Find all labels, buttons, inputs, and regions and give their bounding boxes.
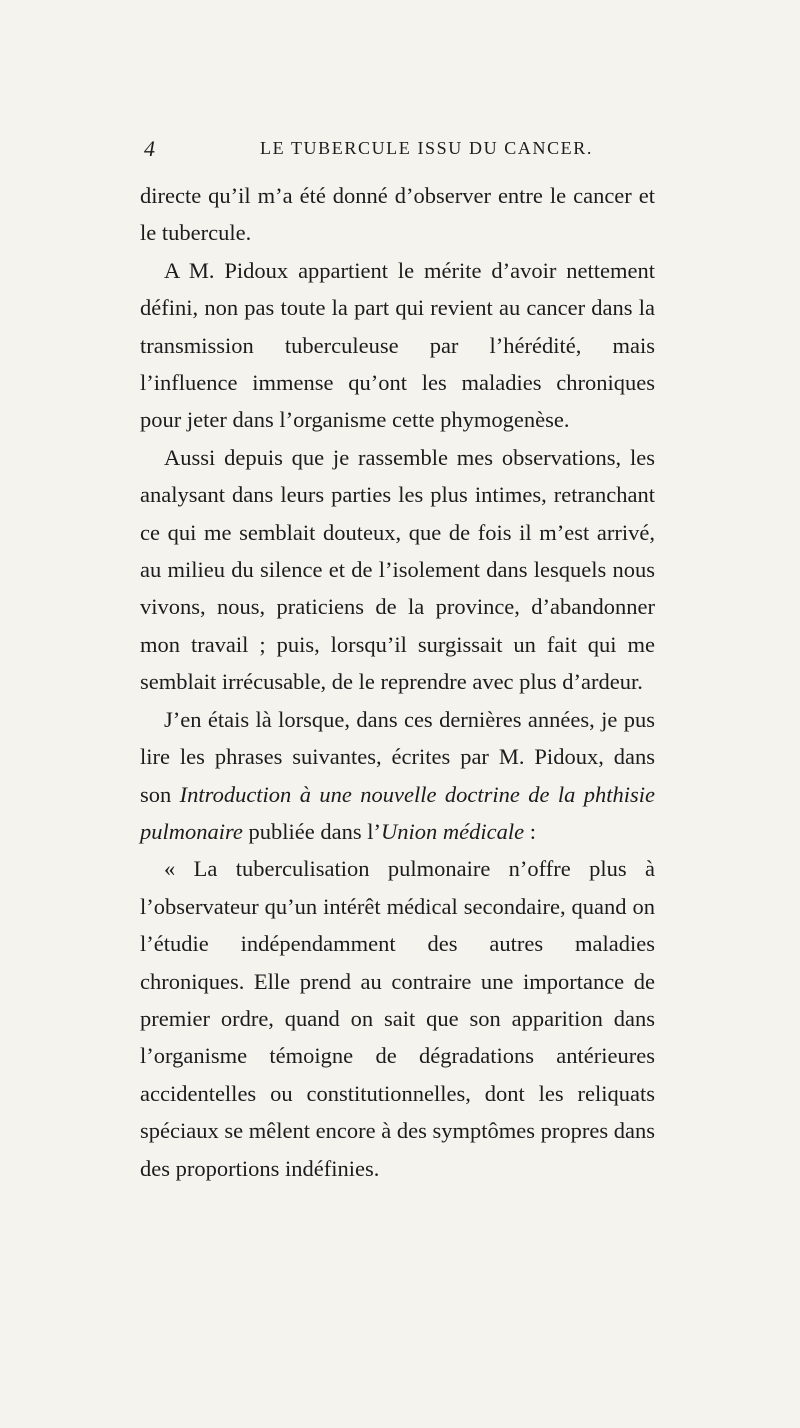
paragraph-continuation: directe qu’il m’a été donné d’observer entre le cancer et le tubercule. bbox=[140, 183, 655, 246]
page-header bbox=[140, 136, 660, 166]
paragraph-pidoux-merit: A M. Pidoux appartient le mérite d’avoir nettement défini, non pas toute la part qui revient au cancer dans la transmission tuberculeuse par l’hérédité, mais l’influence immense qu’ont les maladies chroniques pour jeter dans l’organisme cette phymogenèse. bbox=[140, 257, 655, 433]
paragraph-reading bbox=[140, 701, 655, 851]
paragraph-quotation: « La tuberculisation pulmonaire n’offre plus à l’observateur qu’un intérêt médical secondaire, quand on l’étudie indépendamment des autres maladies chroniques. Elle prend au contraire une importance de premier ordre, quand on sait que son apparition dans l’organisme témoigne de dégradations antérieures accidentelles ou constitutionnelles, dont les reliquats spéciaux se mêlent encore à des symptômes propres dans des proportions indéfinies. bbox=[140, 856, 655, 1181]
book-title: Introduction à une nouvelle doctrine de la phthisie pulmonaire bbox=[140, 781, 655, 844]
reading-text-mid: publiée dans l’ bbox=[242, 818, 382, 844]
page-number: 4 bbox=[144, 136, 155, 161]
body-text bbox=[140, 177, 655, 1187]
reading-text-end: : bbox=[524, 818, 536, 844]
paragraph-observations: Aussi depuis que je rassemble mes observations, les analysant dans leurs parties les plus intimes, retranchant ce qui me semblait douteux, que de fois il m’est arrivé, au milieu du silence et de l’isolement dans lesquels nous vivons, nous, praticiens de la province, d’abandonner mon travail ; puis, lorsqu’il surgissait un fait qui me semblait irrécusable, de le reprendre avec plus d’ardeur. bbox=[140, 444, 655, 695]
reading-text-start: J’en étais là lorsque, dans ces dernières années, je pus lire les phrases suivantes, écrites par M. Pidoux, dans son bbox=[140, 706, 655, 807]
running-title: LE TUBERCULE ISSU DU CANCER. bbox=[260, 138, 593, 158]
journal-title: Union médicale bbox=[381, 818, 525, 844]
